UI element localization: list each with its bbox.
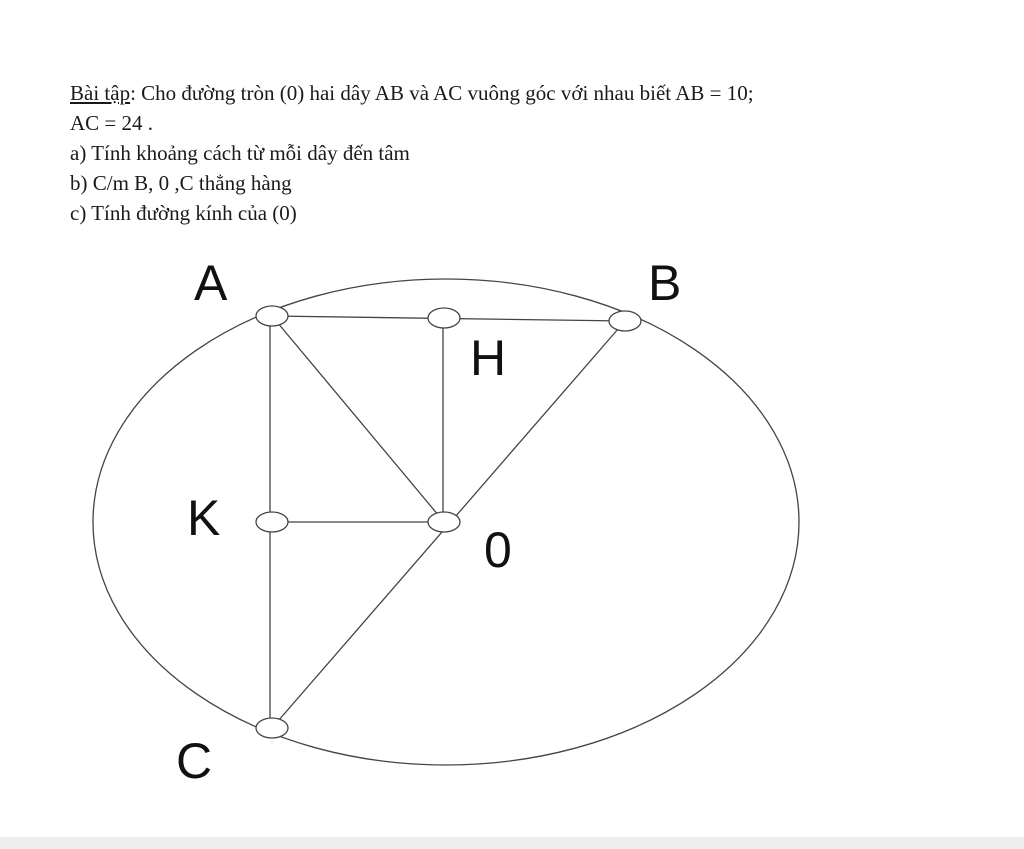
label-b: B xyxy=(648,255,682,311)
label-o: 0 xyxy=(484,522,512,578)
bottom-strip xyxy=(0,837,1024,849)
point-h xyxy=(428,308,460,328)
question-b: b) C/m B, 0 ,C thẳng hàng xyxy=(70,171,292,195)
label-c: C xyxy=(176,733,213,789)
label-h: H xyxy=(470,330,507,386)
label-k: K xyxy=(187,490,221,546)
question-c: c) Tính đường kính của (0) xyxy=(70,201,297,225)
problem-intro: : Cho đường tròn (0) hai dây AB và AC vuông góc với nhau biết AB = 10; xyxy=(130,81,754,105)
question-a: a) Tính khoảng cách từ mỗi dây đến tâm xyxy=(70,141,410,165)
label-a: A xyxy=(194,255,228,311)
point-c xyxy=(256,718,288,738)
problem-line-2: AC = 24 . xyxy=(70,111,154,135)
segment-oa xyxy=(272,316,444,522)
exercise-label: Bài tập xyxy=(70,81,131,105)
point-k xyxy=(256,512,288,532)
point-o xyxy=(428,512,460,532)
point-b xyxy=(609,311,641,331)
point-a xyxy=(256,306,288,326)
